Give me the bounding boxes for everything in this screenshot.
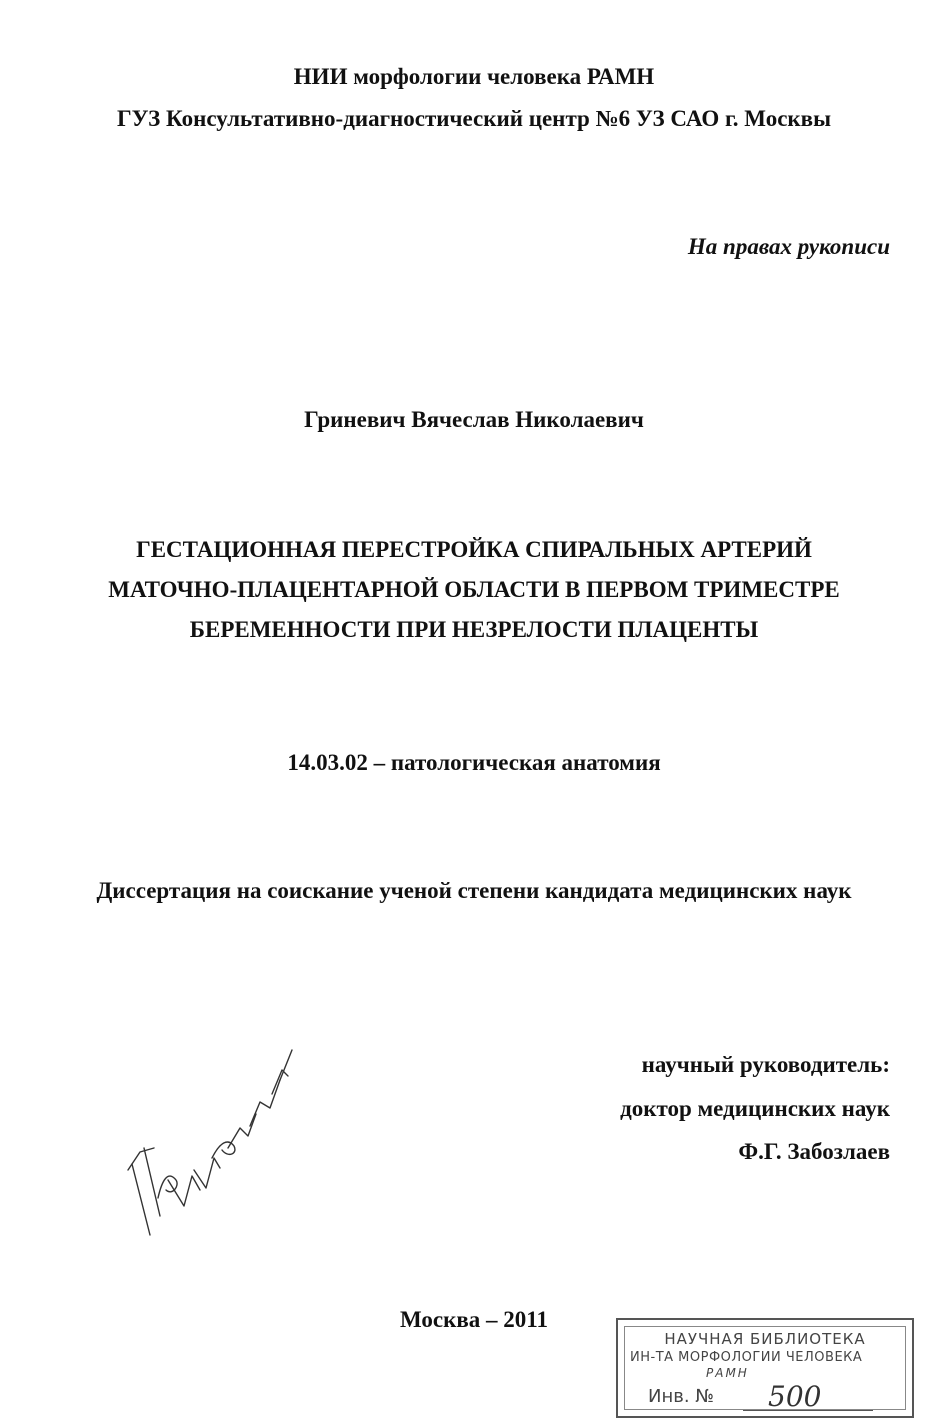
supervisor-degree: доктор медицинских наук [620,1096,890,1121]
library-stamp [616,1318,914,1418]
stamp-line-1: НАУЧНАЯ БИБЛИОТЕКА [664,1330,866,1348]
specialty-code: 14.03.02 – патологическая анатомия [287,750,661,775]
title-line-2: МАТОЧНО-ПЛАЦЕНТАРНОЙ ОБЛАСТИ В ПЕРВОМ ТРИМЕСТРЕ [108,577,840,602]
stamp-inv-label: Инв. № [648,1386,715,1407]
author-name: Гриневич Вячеслав Николаевич [304,407,644,432]
supervisor-label: научный руководитель: [641,1052,890,1077]
title-line-3: БЕРЕМЕННОСТИ ПРИ НЕЗРЕЛОСТИ ПЛАЦЕНТЫ [189,617,759,642]
supervisor-name: Ф.Г. Забозлаев [738,1139,890,1164]
dissertation-title [40,530,908,650]
stamp-line-3: РАМН [706,1366,749,1380]
place-year: Москва – 2011 [399,1307,549,1332]
dissertation-note: Диссертация на соискание ученой степени кандидата медицинских наук [96,878,852,903]
manuscript-note: На правах рукописи [687,234,890,259]
stamp-line-2: ИН-ТА МОРФОЛОГИИ ЧЕЛОВЕКА [630,1350,863,1365]
title-line-1: ГЕСТАЦИОННАЯ ПЕРЕСТРОЙКА СПИРАЛЬНЫХ АРТЕРИЙ [136,537,812,562]
center-name: ГУЗ Консультативно-диагностический центр №6 УЗ САО г. Москвы [116,106,832,131]
handwritten-signature [110,1030,310,1250]
institute-name: НИИ морфологии человека РАМН [293,64,655,89]
stamp-inv-number: 500 [768,1380,822,1413]
stamp-underline [743,1410,873,1411]
